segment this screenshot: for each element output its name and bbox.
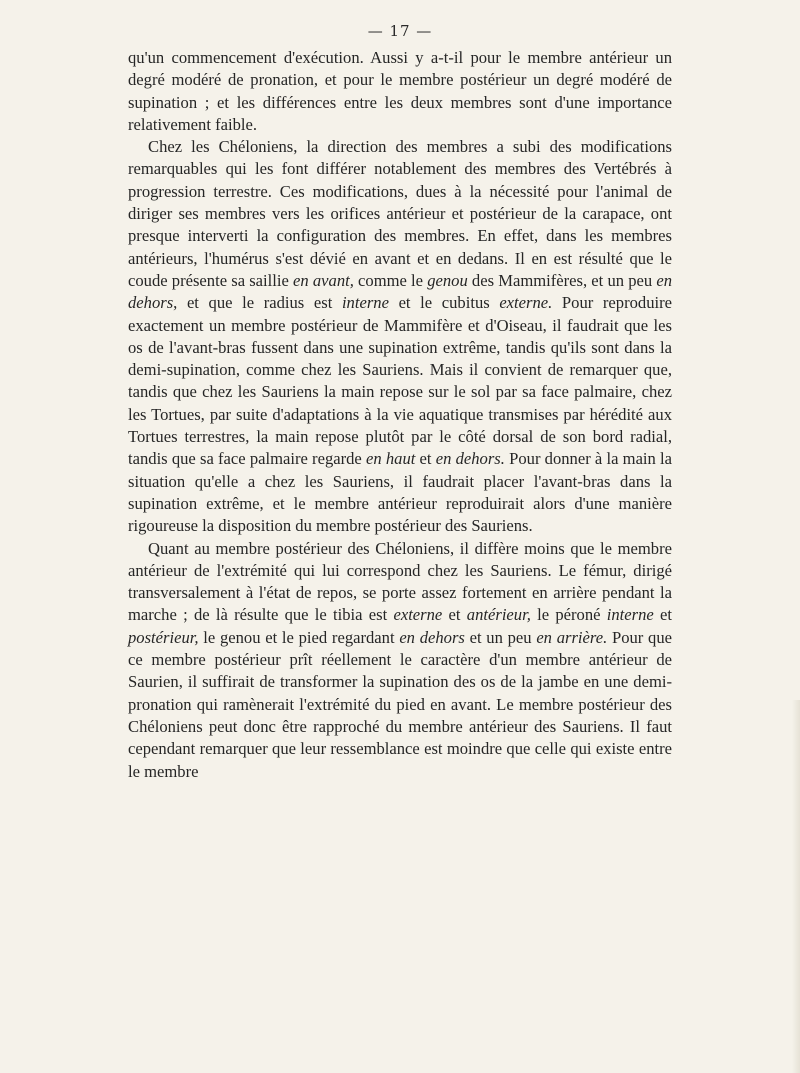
italic-term: interne xyxy=(341,293,389,313)
text-segment: Quant au membre postérieur des Chéloniens, il diffère moins que le membre antérieur de l'extrémité qui lui correspond chez les Sauriens. Le fémur, dirigé transversalement à l'état de repos, se porte assez fortement en arrière pendant la marche ; de là résulte que le tibia est xyxy=(128,538,672,625)
text-segment: et xyxy=(415,449,436,469)
italic-term: externe. xyxy=(499,293,553,313)
text-segment: le péroné xyxy=(530,605,607,625)
text-segment: et un peu xyxy=(464,627,537,647)
paragraph-1 xyxy=(128,47,672,136)
page-number: — 17 — xyxy=(367,22,433,40)
italic-term: en dehors. xyxy=(435,449,505,469)
italic-term: en dehors xyxy=(399,627,465,647)
text-segment: comme le xyxy=(353,270,428,290)
text-segment: Pour reproduire exactement un membre postérieur de Mammifère et d'Oiseau, il faudrait que les os de l'avant-bras fussent dans une supination extrême, tandis qu'ils sont dans la demi-supination, comme chez les Sauriens. Mais il convient de remarquer que, tandis que chez les Sauriens la main repose sur le sol par sa face palmaire, chez les Tortues, par suite d'adaptations à la vie aquatique transmises par hérédité aux Tortues terrestres, la main repose plutôt par le côté dorsal de son bord radial, tandis que sa face palmaire regarde xyxy=(128,293,672,469)
italic-term: en arrière. xyxy=(536,627,608,647)
paragraph-2 xyxy=(128,136,672,537)
text-segment: le genou et le pied regardant xyxy=(198,627,400,647)
italic-term: interne xyxy=(606,605,654,625)
paragraph-3 xyxy=(128,538,672,783)
body-text xyxy=(128,47,672,783)
text-segment: qu'un commencement d'exécution. Aussi y a-t-il pour le membre antérieur un degré modéré de pronation, et pour le membre postérieur un degré modéré de supination ; et les différences entre les deux membres sont d'une importance relativement faible. xyxy=(128,48,672,134)
text-segment: Pour que ce membre postérieur prît réellement le caractère d'un membre antérieur de Saurien, il suffirait de transformer la supination des os de la jambe en une demi-pronation qui ramènerait l'extrémité du pied en avant. Le membre postérieur des Chéloniens peut donc être rapproché du membre antérieur des Sauriens. Il faut cependant remarquer que leur ressemblance est moindre que celle qui existe entre le membre xyxy=(128,627,673,781)
italic-term: postérieur, xyxy=(128,627,199,647)
text-segment: , et que le radius est xyxy=(173,293,342,313)
text-segment: Pour donner à la main la situation qu'elle a chez les Sauriens, il faudrait placer l'avant-bras dans la supination extrême, et le membre antérieur reproduirait alors d'une manière rigoureuse la disposition du membre postérieur des Sauriens. xyxy=(128,449,673,536)
italic-term: antérieur, xyxy=(466,605,531,625)
text-segment: et xyxy=(653,605,673,625)
text-segment: et xyxy=(442,605,467,625)
text-segment: Chez les Chéloniens, la direction des membres a subi des modifications remarquables qui les font différer notablement des membres des Vertébrés à progression terrestre. Ces modifications, dues à la nécessité pour l'animal de diriger ses membres vers les orifices antérieur et postérieur de la carapace, ont presque interverti la configuration des membres. En effet, dans les membres antérieurs, l'humérus s'est dévié en avant et en dedans. Il en est résulté que le coude présente sa saillie xyxy=(128,137,672,290)
italic-term: en dehors xyxy=(128,270,672,313)
text-segment: et le cubitus xyxy=(388,293,500,313)
text-segment: des Mammifères, et un peu xyxy=(467,270,657,290)
italic-term: en haut xyxy=(366,449,416,469)
page-edge-shadow xyxy=(792,700,800,1073)
italic-term: genou xyxy=(427,270,468,290)
italic-term: externe xyxy=(393,605,443,625)
italic-term: en avant, xyxy=(293,270,354,290)
